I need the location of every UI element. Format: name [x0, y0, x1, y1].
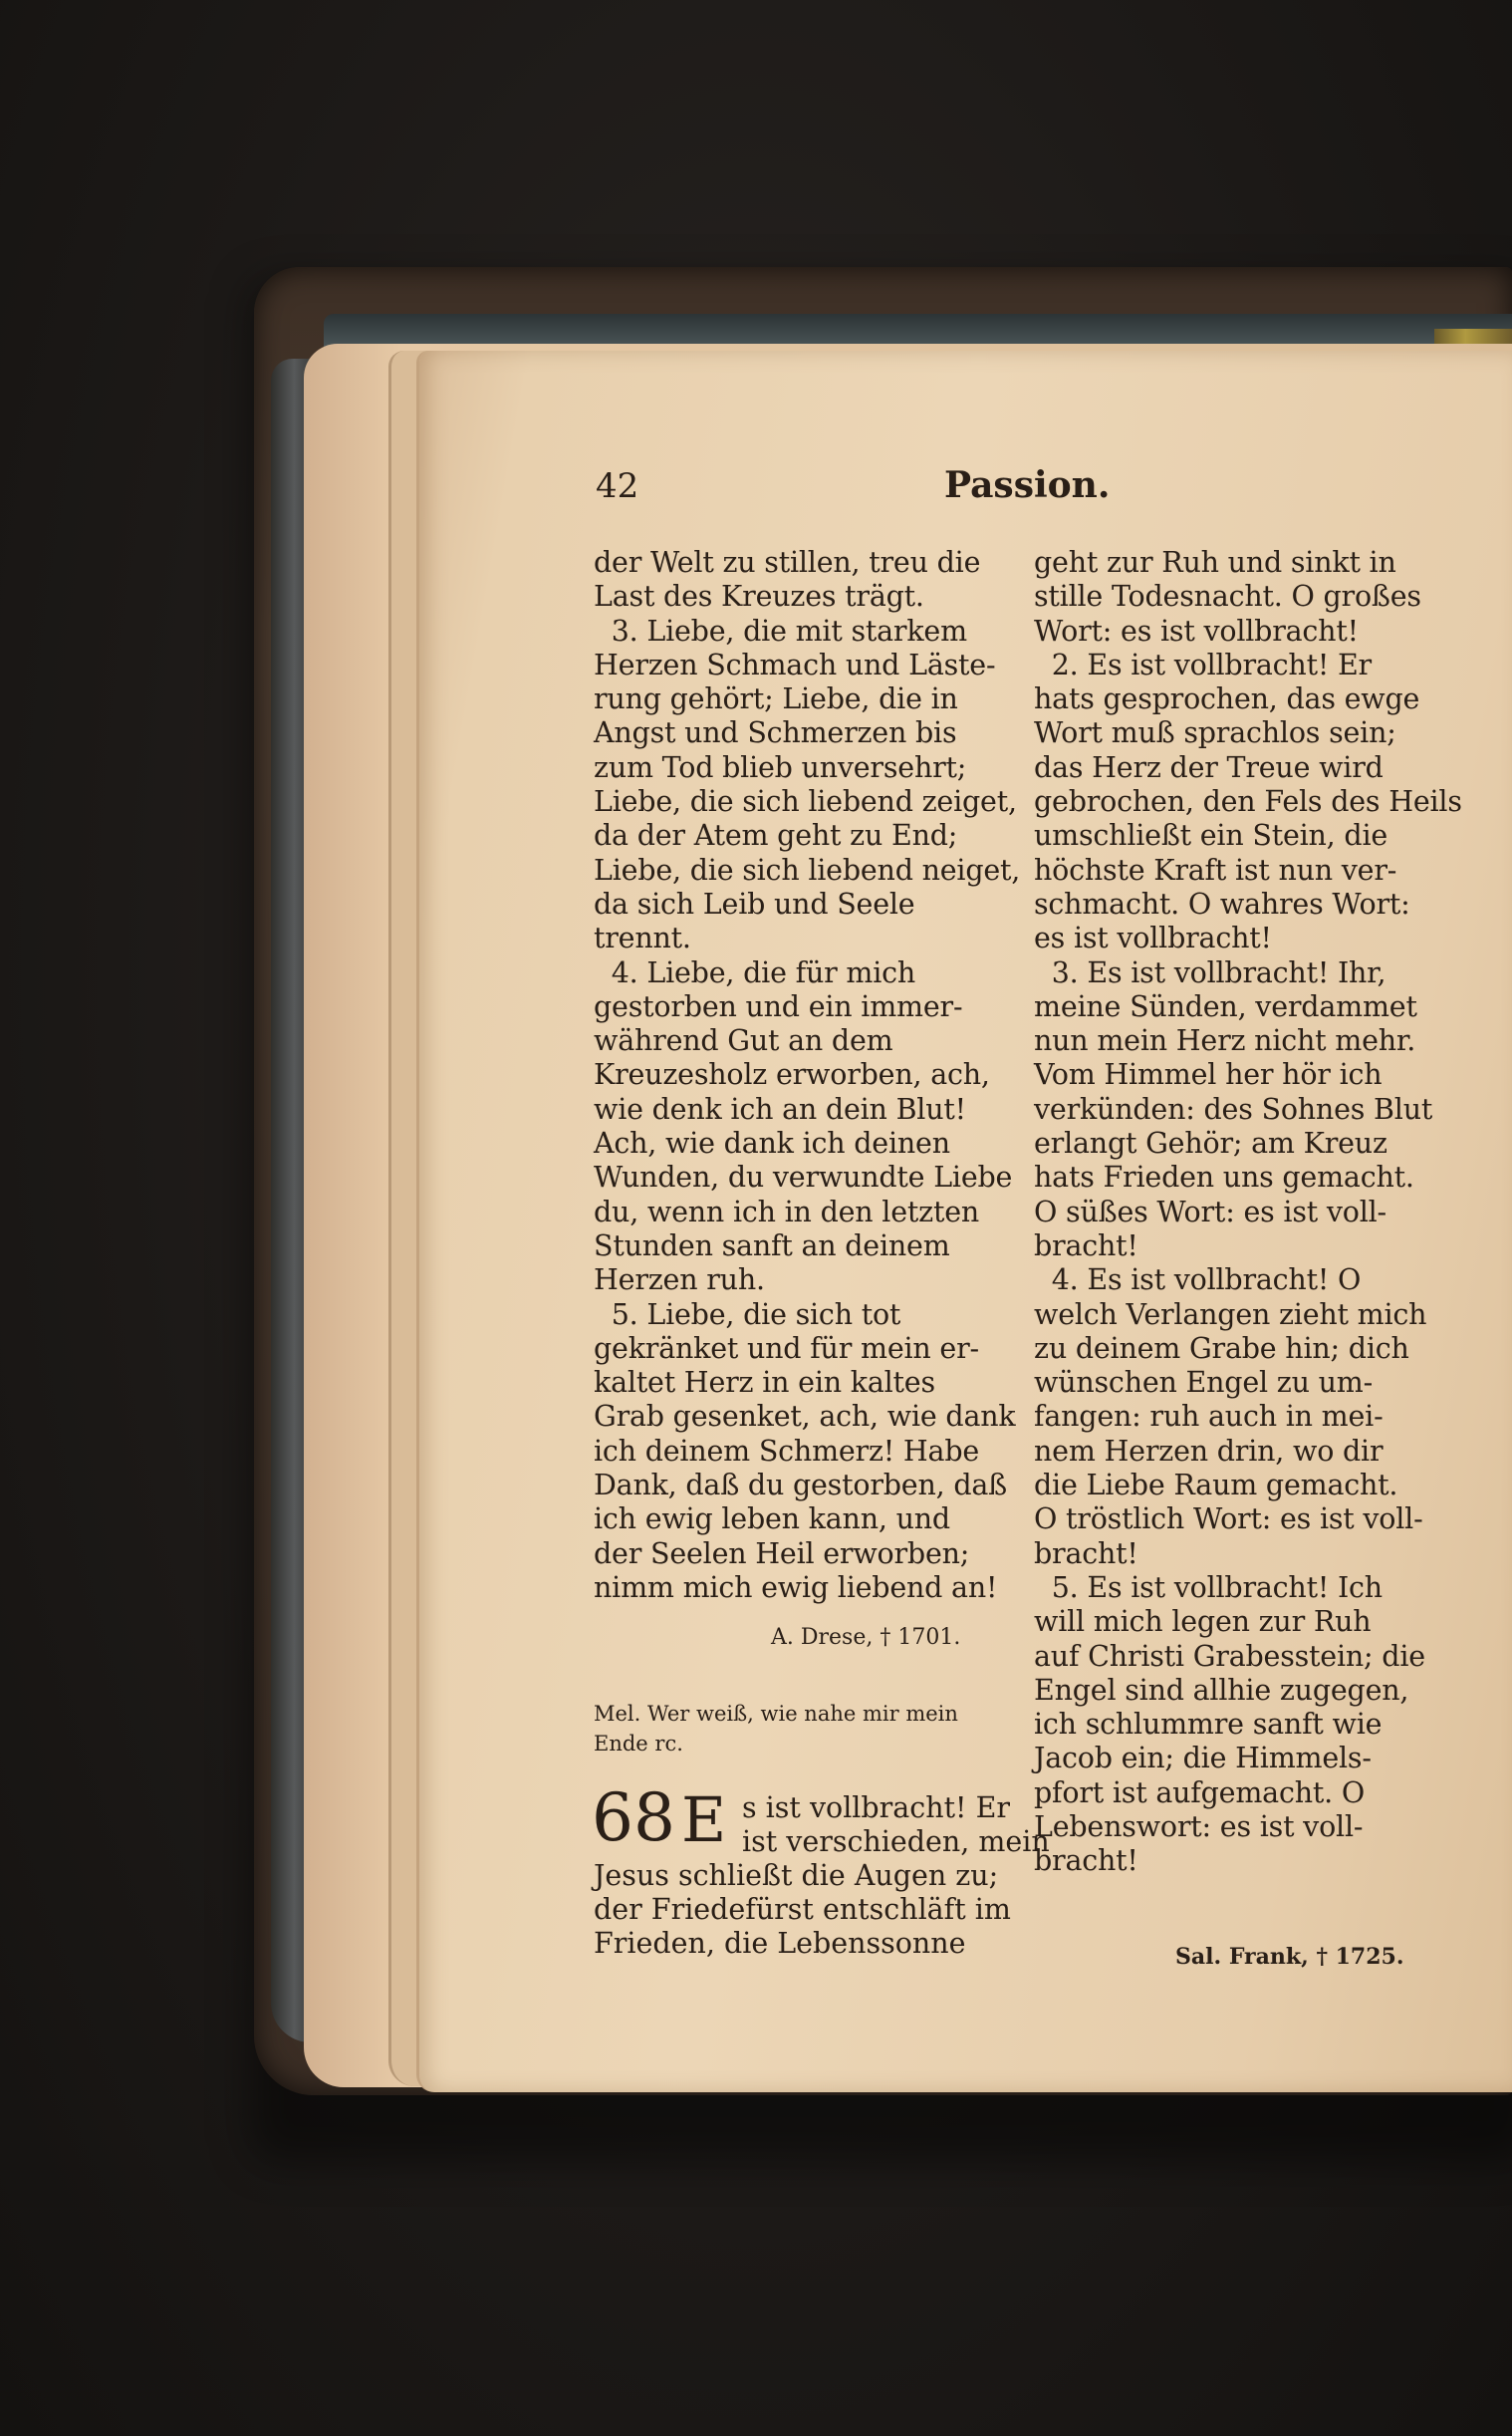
text-line: Herzen Schmach und Läste-	[594, 648, 996, 681]
text-line: Dank, daß du gestorben, daß	[594, 1469, 1008, 1502]
text-line: während Gut an dem	[594, 1024, 893, 1058]
text-line: verkünden: des Sohnes Blut	[1034, 1092, 1433, 1126]
text-line: das Herz der Treue wird	[1034, 750, 1384, 784]
text-line: 4. Es ist vollbracht! O	[1034, 1263, 1362, 1297]
text-line: gekränket und für mein er-	[594, 1331, 979, 1365]
text-line: 5. Es ist vollbracht! Ich	[1034, 1570, 1383, 1604]
text-line: gestorben und ein immer-	[594, 989, 963, 1023]
text-line: bracht!	[1034, 1228, 1138, 1262]
text-line: pfort ist aufgemacht. O	[1034, 1775, 1366, 1809]
text-line: Liebe, die sich liebend neiget,	[594, 853, 1021, 887]
text-line: 4. Liebe, die für mich	[594, 955, 916, 989]
text-line: welch Verlangen zieht mich	[1034, 1297, 1427, 1331]
text-line: hats Frieden uns gemacht.	[1034, 1161, 1414, 1195]
text-line: du, wenn ich in den letzten	[594, 1195, 980, 1228]
text-line: O süßes Wort: es ist voll-	[1034, 1195, 1386, 1228]
text-line: kaltet Herz in ein kaltes	[594, 1366, 935, 1400]
right-column	[1034, 546, 1462, 1879]
text-line: gebrochen, den Fels des Heils	[1034, 785, 1462, 819]
text-line: rung gehört; Liebe, die in	[594, 682, 958, 716]
text-line: ich schlummre sanft wie	[1034, 1708, 1383, 1742]
text-line: umschließt ein Stein, die	[1034, 819, 1388, 853]
text-line: fangen: ruh auch in mei-	[1034, 1400, 1384, 1434]
text-line: 5. Liebe, die sich tot	[594, 1297, 901, 1331]
text-line: Vom Himmel her hör ich	[1034, 1058, 1383, 1092]
text-line: wie denk ich an dein Blut!	[594, 1092, 966, 1126]
hymn-line: Jesus schließt die Augen zu;	[594, 1859, 999, 1892]
melody-note: Mel. Wer weiß, wie nahe mir mein Ende rc.	[594, 1702, 958, 1756]
left-column	[594, 546, 1021, 1605]
text-line: 3. Es ist vollbracht! Ihr,	[1034, 955, 1386, 989]
text-line: zum Tod blieb unversehrt;	[594, 750, 967, 784]
text-line: der Welt zu stillen, treu die	[594, 546, 981, 579]
text-line: bracht!	[1034, 1844, 1138, 1878]
text-line: Jacob ein; die Himmels-	[1034, 1742, 1372, 1775]
hymn-line: s ist vollbracht! Er	[742, 1791, 1010, 1824]
text-line: nimm mich ewig liebend an!	[594, 1570, 998, 1604]
text-line: Kreuzesholz erworben, ach,	[594, 1058, 990, 1092]
text-line: Lebenswort: es ist voll-	[1034, 1809, 1364, 1843]
text-line: Engel sind allhie zugegen,	[1034, 1673, 1409, 1707]
text-line: Liebe, die sich liebend zeiget,	[594, 785, 1017, 819]
text-line: nem Herzen drin, wo dir	[1034, 1434, 1384, 1468]
text-line: Wort: es ist vollbracht!	[1034, 614, 1359, 648]
text-line: will mich legen zur Ruh	[1034, 1605, 1372, 1639]
text-line: Ach, wie dank ich deinen	[594, 1127, 950, 1161]
text-line: Herzen ruh.	[594, 1263, 765, 1297]
hymn-rest-lines	[594, 1859, 1011, 1961]
text-line: Angst und Schmerzen bis	[594, 716, 957, 750]
text-line: Wunden, du verwundte Liebe	[594, 1161, 1013, 1195]
hymn-line: der Friedefürst entschläft im	[594, 1893, 1011, 1926]
text-line: zu deinem Grabe hin; dich	[1034, 1331, 1409, 1365]
page-number: 42	[596, 466, 639, 506]
text-line: stille Todesnacht. O großes	[1034, 580, 1421, 614]
text-line: Last des Kreuzes trägt.	[594, 580, 924, 614]
text-line: Stunden sanft an deinem	[594, 1228, 950, 1262]
left-attribution: A. Drese, † 1701.	[771, 1625, 961, 1650]
text-line: es ist vollbracht!	[1034, 922, 1272, 955]
text-line: schmacht. O wahres Wort:	[1034, 887, 1410, 921]
hymn-initial: E	[681, 1783, 727, 1856]
text-line: bracht!	[1034, 1536, 1138, 1570]
text-line: meine Sünden, verdammet	[1034, 989, 1417, 1023]
running-head: Passion.	[944, 464, 1111, 506]
text-line: ich deinem Schmerz! Habe	[594, 1434, 980, 1468]
hymn-first-lines	[742, 1791, 1050, 1859]
text-line: Wort muß sprachlos sein;	[1034, 716, 1396, 750]
right-attribution: Sal. Frank, † 1725.	[1175, 1944, 1404, 1970]
text-line: ich ewig leben kann, und	[594, 1502, 950, 1536]
text-line: höchste Kraft ist nun ver-	[1034, 853, 1397, 887]
hymn-line: ist verschieden, mein	[742, 1825, 1050, 1858]
text-line: hats gesprochen, das ewge	[1034, 682, 1420, 716]
text-line: da der Atem geht zu End;	[594, 819, 958, 853]
text-line: der Seelen Heil erworben;	[594, 1536, 970, 1570]
text-line: trennt.	[594, 922, 691, 955]
text-line: 2. Es ist vollbracht! Er	[1034, 648, 1372, 681]
text-line: 3. Liebe, die mit starkem	[594, 614, 967, 648]
text-line: nun mein Herz nicht mehr.	[1034, 1024, 1416, 1058]
text-line: wünschen Engel zu um-	[1034, 1366, 1374, 1400]
text-line: O tröstlich Wort: es ist voll-	[1034, 1502, 1423, 1536]
text-line: die Liebe Raum gemacht.	[1034, 1469, 1398, 1502]
text-line: geht zur Ruh und sinkt in	[1034, 546, 1396, 579]
text-line: da sich Leib und Seele	[594, 887, 915, 921]
text-line: auf Christi Grabesstein; die	[1034, 1639, 1425, 1673]
hymn-line: Frieden, die Lebenssonne	[594, 1927, 966, 1960]
text-line: erlangt Gehör; am Kreuz	[1034, 1127, 1387, 1161]
hymn-number: 68	[592, 1779, 675, 1856]
text-line: Grab gesenket, ach, wie dank	[594, 1400, 1016, 1434]
